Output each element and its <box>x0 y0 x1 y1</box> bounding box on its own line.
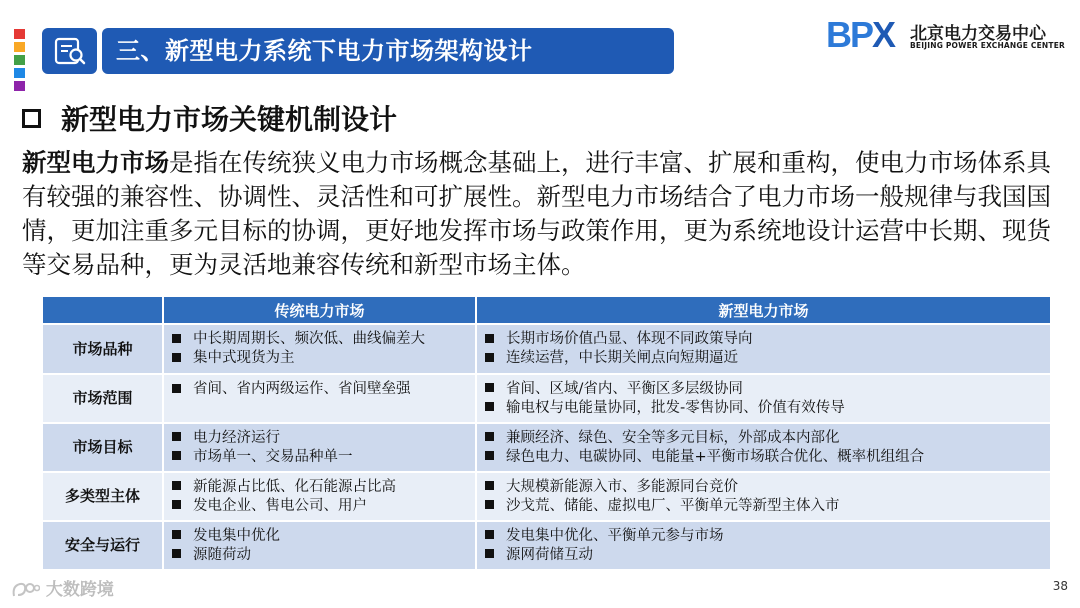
bullet-text: 省间、省内两级运作、省间壁垒强 <box>193 381 411 397</box>
bullet-icon <box>485 451 494 460</box>
bullet-text: 兼顾经济、绿色、安全等多元目标，外部成本内部化 <box>506 429 840 446</box>
bullet-item <box>172 478 475 497</box>
bullet-icon <box>172 549 181 558</box>
table-row <box>43 472 1050 521</box>
table-header-row <box>43 297 1050 324</box>
stripe-purple <box>14 81 25 91</box>
comparison-table <box>43 297 1050 569</box>
bullet-item <box>485 527 1050 546</box>
new-cell <box>476 472 1050 521</box>
bullet-icon <box>485 549 494 558</box>
logo-mark-x: X <box>872 14 895 55</box>
new-cell <box>476 423 1050 472</box>
square-bullet-icon <box>22 109 41 128</box>
header-empty-cell <box>43 297 163 324</box>
table-row <box>43 423 1050 472</box>
traditional-cell <box>163 521 476 569</box>
header-icon-box <box>42 28 97 74</box>
row-label: 多类型主体 <box>43 472 163 521</box>
bullet-text: 省间、区域/省内、平衡区多层级协同 <box>506 380 743 397</box>
bullet-item <box>172 497 475 516</box>
stripe-red <box>14 29 25 39</box>
bullet-item <box>485 330 1050 349</box>
bullet-icon <box>172 530 181 539</box>
bullet-item <box>172 546 475 565</box>
logo-chinese-name: 北京电力交易中心 <box>910 24 1046 44</box>
bullet-item <box>485 478 1050 497</box>
row-label: 安全与运行 <box>43 521 163 569</box>
bullet-icon <box>172 500 181 509</box>
table-row <box>43 374 1050 423</box>
bullet-text: 市场单一、交易品种单一 <box>193 448 353 465</box>
bullet-item <box>485 497 1050 516</box>
watermark-text: 大数跨境 <box>45 580 114 600</box>
bullet-text: 连续运营，中长期关闸点向短期逼近 <box>506 350 738 366</box>
bullet-text: 绿色电力、电碳协同、电能量+平衡市场联合优化、概率机组组合 <box>506 448 925 465</box>
bullet-icon <box>172 481 181 490</box>
bullet-text: 中长期周期长、频次低、曲线偏差大 <box>193 331 425 347</box>
stripe-blue <box>14 68 25 78</box>
new-cell <box>476 324 1050 374</box>
bullet-icon <box>172 334 181 343</box>
bullet-item <box>172 330 475 349</box>
bullet-item <box>485 429 1050 448</box>
bullet-text: 新能源占比低、化石能源占比高 <box>193 478 396 495</box>
color-stripes <box>14 29 25 94</box>
bullet-item <box>485 399 1050 418</box>
row-label: 市场品种 <box>43 324 163 374</box>
section-heading-text: 新型电力市场关键机制设计 <box>61 103 398 136</box>
bullet-item <box>172 448 475 467</box>
bullet-text: 集中式现货为主 <box>193 350 295 366</box>
table-row <box>43 324 1050 374</box>
logo-mark: BPX <box>826 14 895 55</box>
bullet-text: 输电权与电能量协同，批发-零售协同、价值有效传导 <box>506 399 845 416</box>
intro-paragraph <box>22 146 1062 282</box>
bullet-text: 沙戈荒、储能、虚拟电厂、平衡单元等新型主体入市 <box>506 497 840 514</box>
stripe-green <box>14 55 25 65</box>
paragraph-text: 是指在传统狭义电力市场概念基础上，进行丰富、扩展和重构，使电力市场体系具有较强的兼容性、协调性、灵活性和可扩展性。新型电力市场结合了电力市场一般规律与我国国情，更加注重多元目标的协调，更好地发挥市场与政策作用，更为系统地设计运营中长期、现货等交易品种，更为灵活地兼容传统和新型市场主体。 <box>22 148 1051 279</box>
bullet-icon <box>485 481 494 490</box>
bpx-logo <box>826 15 1066 55</box>
bullet-item <box>172 349 475 368</box>
bullet-text: 源网荷储互动 <box>506 546 593 563</box>
bullet-text: 发电集中优化、平衡单元参与市场 <box>506 527 724 544</box>
bullet-text: 大规模新能源入市、多能源同台竞价 <box>506 478 738 495</box>
section-heading <box>22 98 397 138</box>
bullet-icon <box>485 402 494 411</box>
bullet-item <box>485 380 1050 399</box>
bullet-icon <box>172 353 181 362</box>
bullet-text: 发电集中优化 <box>193 527 280 544</box>
traditional-cell <box>163 374 476 423</box>
bullet-text: 发电企业、售电公司、用户 <box>193 497 367 514</box>
bullet-item <box>172 380 475 399</box>
row-label: 市场范围 <box>43 374 163 423</box>
bullet-text: 长期市场价值凸显、体现不同政策导向 <box>506 331 753 347</box>
bullet-item <box>172 429 475 448</box>
table-row <box>43 521 1050 569</box>
bullet-icon <box>485 334 494 343</box>
header-new: 新型电力市场 <box>476 297 1050 324</box>
page-number: 38 <box>1052 579 1068 593</box>
traditional-cell <box>163 472 476 521</box>
header-traditional: 传统电力市场 <box>163 297 476 324</box>
watermark-logo-icon <box>10 580 40 600</box>
stripe-yellow <box>14 42 25 52</box>
new-cell <box>476 374 1050 423</box>
header-title: 三、新型电力系统下电力市场架构设计 <box>102 28 674 74</box>
bullet-icon <box>485 432 494 441</box>
clipboard-search-icon <box>53 36 87 66</box>
logo-english-name: BEIJING POWER EXCHANGE CENTER <box>910 41 1066 50</box>
bullet-item <box>485 546 1050 565</box>
bullet-item <box>485 448 1050 467</box>
bullet-item <box>172 527 475 546</box>
bullet-text: 源随荷动 <box>193 546 251 563</box>
bullet-text: 电力经济运行 <box>193 429 280 446</box>
row-label: 市场目标 <box>43 423 163 472</box>
bullet-icon <box>485 383 494 392</box>
paragraph-bold-lead: 新型电力市场 <box>22 148 169 177</box>
bullet-icon <box>485 530 494 539</box>
bullet-icon <box>485 500 494 509</box>
bullet-item <box>485 349 1050 368</box>
new-cell <box>476 521 1050 569</box>
bullet-icon <box>172 432 181 441</box>
bullet-icon <box>172 384 181 393</box>
watermark <box>10 575 114 600</box>
bullet-icon <box>485 353 494 362</box>
traditional-cell <box>163 324 476 374</box>
bullet-icon <box>172 451 181 460</box>
traditional-cell <box>163 423 476 472</box>
